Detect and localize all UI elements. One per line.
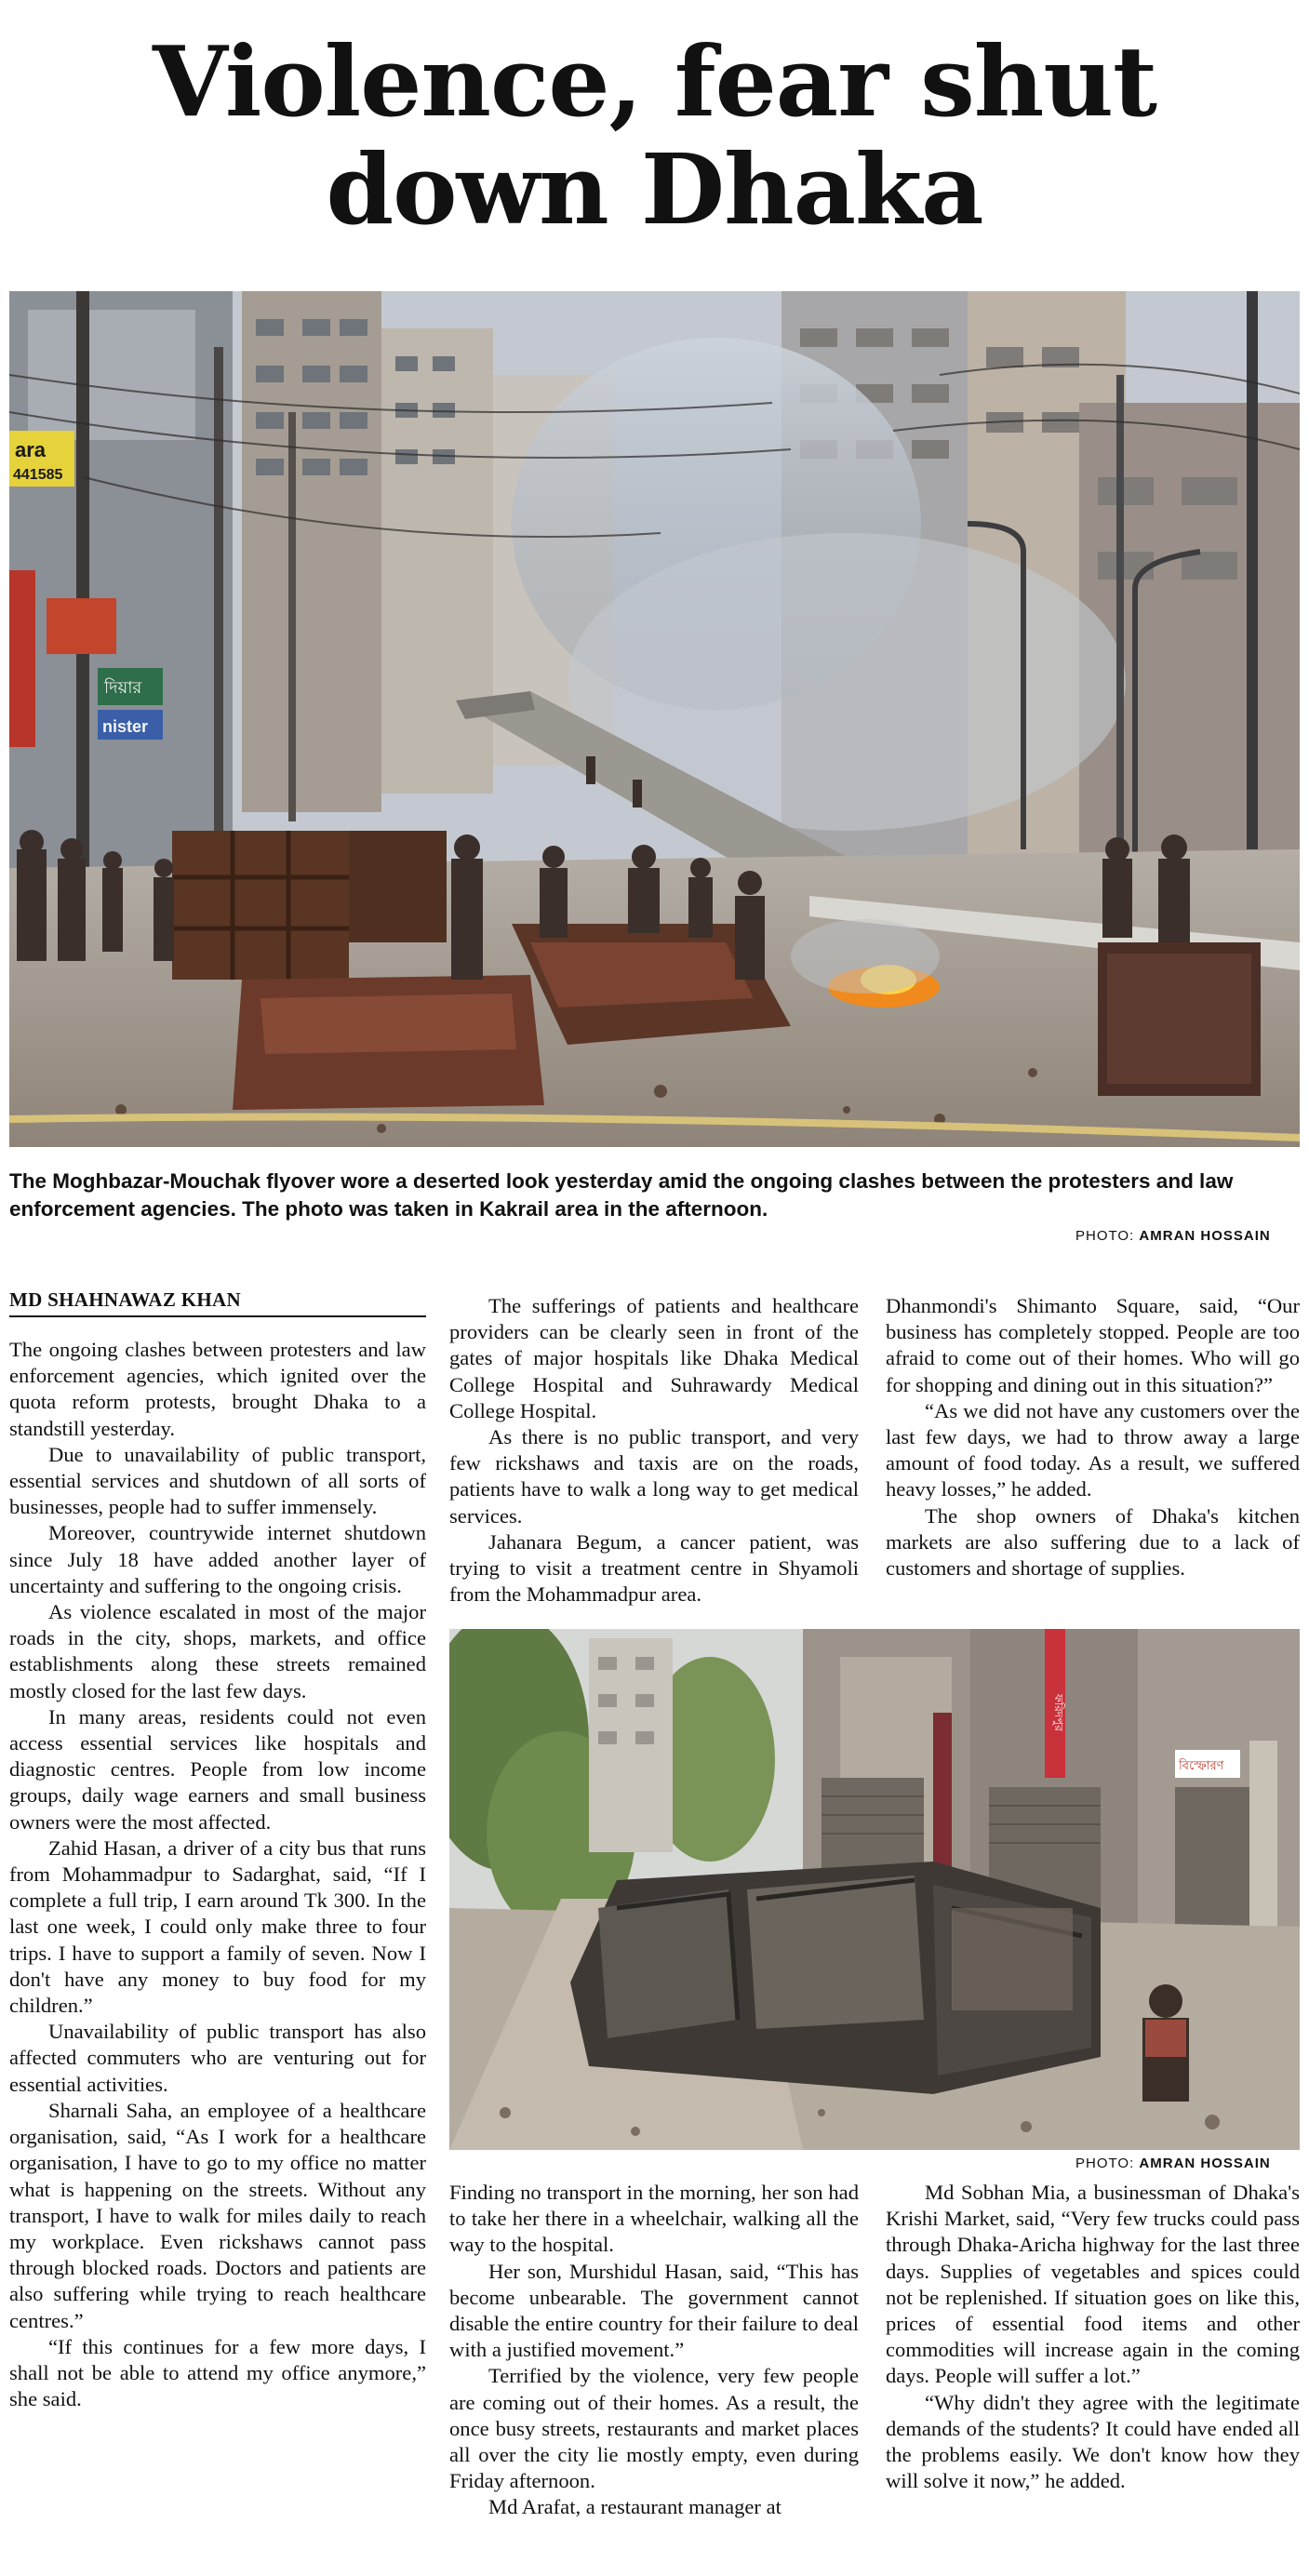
paragraph: The sufferings of patients and healthcare providers can be clearly seen in front of the gates of major hospitals like Dhaka Medical College Hospital and Suhrawardy Medical College Hospital.: [449, 1294, 859, 1422]
paragraph: Moreover, countrywide internet shutdown since July 18 have added another layer of uncertainty and suffering to the ongoing crisis.: [9, 1521, 426, 1597]
article-column-2-top: [449, 1293, 859, 1608]
article-column-1: [9, 1337, 426, 2412]
paragraph: Zahid Hasan, a driver of a city bus that runs from Mohammadpur to Sadarghat, said, “If I complete a full trip, I earn around Tk 300. In the last one week, I could only make three to four trips. I have to support a family of seven. Now I don't have any money to buy food for my children.”: [9, 1835, 426, 2018]
sign-text-1: ara: [15, 438, 47, 461]
paragraph: As there is no public transport, and very few rickshaws and taxis are on the roads, patients have to walk a long way to get medical services.: [449, 1425, 859, 1528]
paragraph: Her son, Murshidul Hasan, said, “This has become unbearable. The government cannot disable the entire country for their failure to deal with a justified movement.”: [449, 2259, 859, 2362]
article-column-3-bottom: [886, 2180, 1300, 2494]
main-photo: [9, 291, 1300, 1147]
paragraph: Md Sobhan Mia, a businessman of Dhaka's Krishi Market, said, “Very few trucks could pass through Dhaka-Aricha highway for the last three days. Supplies of vegetables and spices could not be replenished. If situation goes on like this, prices of essential food items and other commodities will increase again in the coming days. People will suffer a lot.”: [886, 2181, 1300, 2388]
headline-line-1: Violence, fear shut: [152, 24, 1157, 139]
second-photo-credit: [1075, 2156, 1271, 2171]
paragraph: The shop owners of Dhaka's kitchen markets are also suffering due to a lack of customers and shortage of supplies.: [886, 1503, 1300, 1581]
paragraph: Unavailability of public transport has also affected commuters who are venturing out for essential activities.: [9, 2020, 426, 2096]
main-photo-credit: [1075, 1228, 1271, 1244]
paragraph: Sharnali Saha, an employee of a healthcare organisation, said, “As I work for a healthcare organisation, I have to go to my office no matter what is happening on the streets. Without any transport, I have to walk for miles daily to reach my workplace. Even rickshaws cannot pass through blocked roads. Doctors and patients are also suffering while trying to reach healthcare centres.”: [9, 2098, 426, 2332]
paragraph-continued: Dhanmondi's Shimanto Square, said, “Our business has completely stopped. People are too afraid to come out of their homes. Who will go for shopping and dining out in this situation?”: [886, 1294, 1300, 1396]
headline-line-2: down Dhaka: [326, 132, 983, 247]
second-photo-illustration: [449, 1629, 1300, 2150]
second-photo-credit-name: AMRAN HOSSAIN: [1139, 2156, 1271, 2171]
paragraph: The ongoing clashes between protesters and law enforcement agencies, which ignited over the quota reform protests, brought Dhaka to a standstill yesterday.: [9, 1338, 426, 1440]
paragraph: In many areas, residents could not even access essential services like hospitals and diagnostic centres. People from low income groups, daily wage earners and small business owners were the most affected.: [9, 1704, 426, 1834]
second-photo: [449, 1629, 1300, 2150]
paragraph: Md Arafat, a restaurant manager at: [488, 2495, 781, 2519]
sign-text-3: দিয়ার: [104, 678, 142, 697]
byline: MD SHAHNAWAZ KHAN: [9, 1288, 426, 1317]
main-photo-illustration: [9, 291, 1300, 1147]
paragraph: “Why didn't they agree with the legitimate demands of the students? It could have ended all the problems easily. We don't know how they will solve it now,” he added.: [886, 2390, 1300, 2493]
sign-text-2: 441585: [13, 467, 63, 483]
paragraph: “If this continues for a few more days, I shall not be able to attend my office anymore,” she said.: [9, 2334, 426, 2411]
second-photo-sign-2: বিস্ফোরণ: [1179, 1758, 1224, 1772]
second-photo-credit-label: PHOTO:: [1075, 2156, 1135, 2171]
paragraph: As violence escalated in most of the major roads in the city, shops, markets, and office establishments along these streets remained mostly closed for the last few days.: [9, 1600, 426, 1702]
main-photo-credit-name: AMRAN HOSSAIN: [1139, 1228, 1271, 1244]
sign-text-4: nister: [102, 717, 149, 736]
main-photo-caption: The Moghbazar-Mouchak flyover wore a deserted look yesterday amid the ongoing clashes between the protesters and law enforcement agencies. The photo was taken in Kakrail area in the afternoon.: [9, 1169, 1234, 1221]
article-column-3-top: [886, 1293, 1300, 1582]
paragraph-continued: Finding no transport in the morning, her son had to take her there in a wheelchair, walking all the way to the hospital.: [449, 2181, 859, 2257]
paragraph: Terrified by the violence, very few people are coming out of their homes. As a result, the once busy streets, restaurants and market places all over the city lie mostly empty, even during Friday afternoon.: [449, 2364, 859, 2493]
paragraph: Due to unavailability of public transport, essential services and shutdown of all sorts of businesses, people had to suffer immensely.: [9, 1442, 426, 1519]
article-column-2-bottom: [449, 2180, 859, 2521]
main-photo-credit-label: PHOTO:: [1075, 1228, 1135, 1244]
paragraph: “As we did not have any customers over the last few days, we had to throw away a large amount of food today. As a result, we suffered heavy losses,” he added.: [886, 1398, 1300, 1502]
headline: [0, 24, 1309, 247]
paragraph: Jahanara Begum, a cancer patient, was trying to visit a treatment centre in Shyamoli from the Mohammadpur area.: [449, 1529, 859, 1607]
second-photo-sign-1: ফরিদপুর: [1052, 1694, 1065, 1731]
